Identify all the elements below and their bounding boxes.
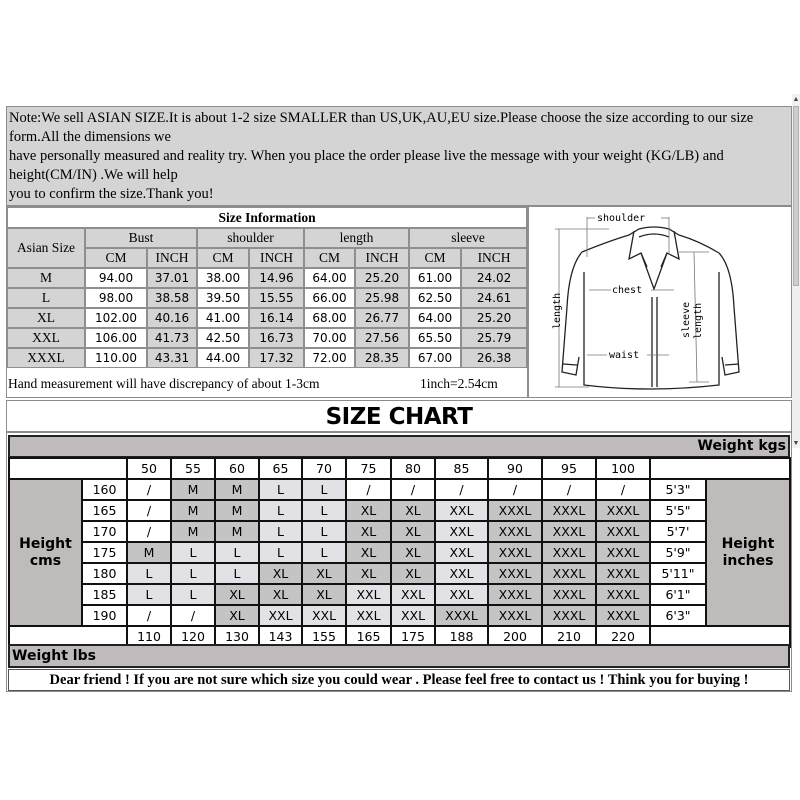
size-cell: L [302,500,346,521]
height-row [9,605,790,626]
size-row [7,288,527,308]
bust-header: Bust [85,228,197,248]
size-information-title: Size Information [7,207,527,228]
size-cell: XXL [435,563,488,584]
size-cell: XXXL [596,542,650,563]
measurement-value: 94.00 [85,268,147,288]
measurement-value: 44.00 [197,348,249,368]
measurement-value: 38.00 [197,268,249,288]
chest-label: chest [612,285,643,296]
size-cell: L [259,521,302,542]
height-cm-value: 170 [82,521,127,542]
measurement-value: 72.00 [304,348,355,368]
size-cell: / [542,479,596,500]
weight-lbs-header: Weight lbs [8,644,790,668]
measurement-value: 16.73 [249,328,304,348]
weight-kg-value: 50 [127,458,171,479]
measurement-value: 67.00 [409,348,461,368]
measurement-value: 62.50 [409,288,461,308]
sleeve-length-label: length [693,302,704,339]
size-cell: L [171,584,215,605]
size-cell: XXXL [542,563,596,584]
size-cell: / [596,479,650,500]
weight-kg-value: 95 [542,458,596,479]
size-cell: XXL [435,521,488,542]
shoulder-label: shoulder [597,213,646,224]
measurement-value: 26.38 [461,348,527,368]
size-cell: L [215,563,259,584]
size-cell: L [171,542,215,563]
size-cell: XXL [435,500,488,521]
size-cell: XL [391,563,435,584]
size-cell: L [259,500,302,521]
size-cell: XXL [259,605,302,626]
size-cell: XL [259,584,302,605]
height-inch-value: 5'7' [650,521,706,542]
size-cell: XXXL [596,584,650,605]
measurement-value: 98.00 [85,288,147,308]
size-cell: XXXL [596,605,650,626]
waist-label: waist [609,350,640,361]
weight-lbs-value: 120 [171,626,215,647]
blank-cell [650,458,790,479]
measurement-value: 37.01 [147,268,197,288]
size-cell: XXL [391,584,435,605]
size-cell: XXXL [488,542,542,563]
height-cms-header [9,479,82,626]
size-cell: L [127,563,171,584]
size-cell: XXL [302,605,346,626]
size-information-table [7,207,527,368]
measurement-value: 110.00 [85,348,147,368]
length-header: length [304,228,409,248]
weight-kg-value: 60 [215,458,259,479]
weight-kg-value: 75 [346,458,391,479]
size-cell: L [302,521,346,542]
unit-header: CM [409,248,461,268]
measurement-value: 64.00 [304,268,355,288]
size-label: XL [7,308,85,328]
weight-lbs-value: 200 [488,626,542,647]
size-cell: XL [215,584,259,605]
weight-kg-row [9,458,790,479]
size-information-panel [6,206,528,398]
height-inch-value: 5'9" [650,542,706,563]
height-cm-value: 175 [82,542,127,563]
weight-kg-value: 70 [302,458,346,479]
size-cell: XL [346,500,391,521]
size-chart-title: SIZE CHART [6,400,792,432]
size-cell: XXL [391,605,435,626]
measurement-value: 66.00 [304,288,355,308]
measurement-value: 68.00 [304,308,355,328]
weight-kg-value: 65 [259,458,302,479]
weight-lbs-value: 210 [542,626,596,647]
measurement-value: 24.02 [461,268,527,288]
size-cell: XL [346,542,391,563]
note-line-1: Note:We sell ASIAN SIZE.It is about 1-2 size SMALLER than US,UK,AU,EU size.Please choose the size according to our size form.All the dimensions we [9,110,754,145]
size-label: M [7,268,85,288]
note-line-3: you to confirm the size.Thank you! [9,186,214,202]
size-cell: M [171,479,215,500]
height-cm-value: 180 [82,563,127,584]
size-cell: / [346,479,391,500]
size-cell: M [215,521,259,542]
size-cell: XXXL [488,521,542,542]
measurement-value: 26.77 [355,308,409,328]
weight-lbs-value: 110 [127,626,171,647]
measurement-value: 25.98 [355,288,409,308]
contact-message: Dear friend ! If you are not sure which size you could wear . Please feel free to contact us ! Think you for buying ! [8,669,790,691]
measurement-value: 17.32 [249,348,304,368]
scroll-down-arrow-icon[interactable]: ▼ [792,439,800,447]
measurement-value: 65.50 [409,328,461,348]
size-cell: XL [346,563,391,584]
measurement-value: 102.00 [85,308,147,328]
measurement-value: 14.96 [249,268,304,288]
measurement-value: 41.73 [147,328,197,348]
measurement-value: 27.56 [355,328,409,348]
size-label: L [7,288,85,308]
size-cell: / [171,605,215,626]
height-inches-label-1: Height [721,535,775,552]
sleeve-label: sleeve [681,301,692,338]
height-inches-label-2: inches [722,552,774,569]
size-chart-grid [8,457,791,648]
size-cell: / [127,500,171,521]
unit-header: INCH [461,248,527,268]
size-cell: L [259,479,302,500]
size-cell: M [215,500,259,521]
height-inch-value: 5'3" [650,479,706,500]
unit-header: INCH [249,248,304,268]
unit-header: CM [85,248,147,268]
size-cell: M [171,521,215,542]
height-row [9,521,790,542]
height-inch-value: 6'3" [650,605,706,626]
weight-kg-value: 80 [391,458,435,479]
measurement-value: 25.20 [461,308,527,328]
inch-conversion: 1inch=2.54cm [420,376,498,391]
size-cell: XL [391,542,435,563]
size-chart [6,432,792,692]
weight-kgs-header: Weight kgs [8,435,790,458]
size-cell: XXL [435,542,488,563]
measurement-value: 64.00 [409,308,461,328]
weight-lbs-value: 175 [391,626,435,647]
height-inch-value: 6'1" [650,584,706,605]
height-cm-value: 190 [82,605,127,626]
size-cell: XXL [435,584,488,605]
size-cell: XXXL [596,521,650,542]
height-inch-value: 5'11" [650,563,706,584]
measurement-value: 24.61 [461,288,527,308]
weight-lbs-value: 188 [435,626,488,647]
size-cell: XXXL [542,521,596,542]
measurement-value: 28.35 [355,348,409,368]
scrollbar-thumb[interactable] [793,106,799,286]
measurement-value: 25.20 [355,268,409,288]
measurement-value: 106.00 [85,328,147,348]
measurement-value: 39.50 [197,288,249,308]
unit-header: INCH [147,248,197,268]
height-cm-value: 165 [82,500,127,521]
size-cell: / [127,521,171,542]
size-cell: L [171,563,215,584]
size-cell: XL [259,563,302,584]
weight-kg-value: 90 [488,458,542,479]
shirt-outline-icon [529,207,791,397]
size-label: XXL [7,328,85,348]
size-cell: XXXL [596,500,650,521]
weight-lbs-value: 155 [302,626,346,647]
length-label: length [552,292,563,329]
height-inches-header [706,479,790,626]
size-cell: L [127,584,171,605]
size-cell: XXXL [488,563,542,584]
shirt-measurement-diagram [528,206,792,398]
vertical-scrollbar[interactable] [792,94,800,448]
size-information-body [7,268,527,368]
size-cell: XXXL [542,500,596,521]
size-cell: L [259,542,302,563]
measurement-value: 70.00 [304,328,355,348]
size-row [7,328,527,348]
shoulder-header: shoulder [197,228,304,248]
size-cell: XL [346,521,391,542]
height-cm-value: 160 [82,479,127,500]
size-cell: XXXL [488,584,542,605]
size-row [7,348,527,368]
size-label: XXXL [7,348,85,368]
height-cms-label-2: cms [29,552,62,569]
weight-kg-value: 100 [596,458,650,479]
weight-lbs-value: 130 [215,626,259,647]
measurement-value: 43.31 [147,348,197,368]
size-cell: M [215,479,259,500]
measurement-value: 16.14 [249,308,304,328]
sleeve-header: sleeve [409,228,527,248]
height-row [9,479,790,500]
size-cell: XXXL [542,542,596,563]
measurement-value: 40.16 [147,308,197,328]
unit-header-row [7,248,527,268]
size-cell: / [391,479,435,500]
scroll-up-arrow-icon[interactable]: ▲ [792,95,800,103]
size-cell: L [302,542,346,563]
size-cell: M [171,500,215,521]
measurement-value: 38.58 [147,288,197,308]
discrepancy-note: Hand measurement will have discrepancy of about 1-3cm [8,376,320,391]
asian-size-header: Asian Size [7,228,85,268]
size-cell: XL [302,584,346,605]
unit-header: CM [197,248,249,268]
weight-lbs-value: 143 [259,626,302,647]
weight-kg-value: 85 [435,458,488,479]
size-cell: / [127,605,171,626]
size-cell: XXXL [488,500,542,521]
size-cell: XXXL [488,605,542,626]
weight-lbs-value: 220 [596,626,650,647]
height-inch-value: 5'5" [650,500,706,521]
size-row [7,268,527,288]
size-cell: M [127,542,171,563]
measurement-value: 42.50 [197,328,249,348]
height-row [9,563,790,584]
note-line-2: have personally measured and reality try. When you place the order please live the message with your weight (KG/LB) and height(CM/IN) .We will help [9,148,724,183]
height-row [9,542,790,563]
unit-header: CM [304,248,355,268]
size-cell: XXXL [435,605,488,626]
unit-header: INCH [355,248,409,268]
size-cell: L [302,479,346,500]
measurement-footnote [7,370,527,397]
height-row [9,500,790,521]
size-cell: XL [391,521,435,542]
size-row [7,308,527,328]
size-cell: / [488,479,542,500]
height-row [9,584,790,605]
size-cell: XXL [346,584,391,605]
height-cms-label-1: Height [19,535,72,552]
weight-kg-value: 55 [171,458,215,479]
size-cell: XXXL [596,563,650,584]
size-cell: / [435,479,488,500]
weight-lbs-value: 165 [346,626,391,647]
size-cell: L [215,542,259,563]
measurement-value: 15.55 [249,288,304,308]
measurement-value: 41.00 [197,308,249,328]
size-note [6,106,792,206]
size-cell: XL [391,500,435,521]
size-cell: XL [215,605,259,626]
size-cell: XXXL [542,584,596,605]
height-cm-value: 185 [82,584,127,605]
size-cell: XL [302,563,346,584]
size-cell: XXXL [542,605,596,626]
measurement-value: 25.79 [461,328,527,348]
measurement-value: 61.00 [409,268,461,288]
blank-cell [9,458,127,479]
size-cell: XXL [346,605,391,626]
size-cell: / [127,479,171,500]
